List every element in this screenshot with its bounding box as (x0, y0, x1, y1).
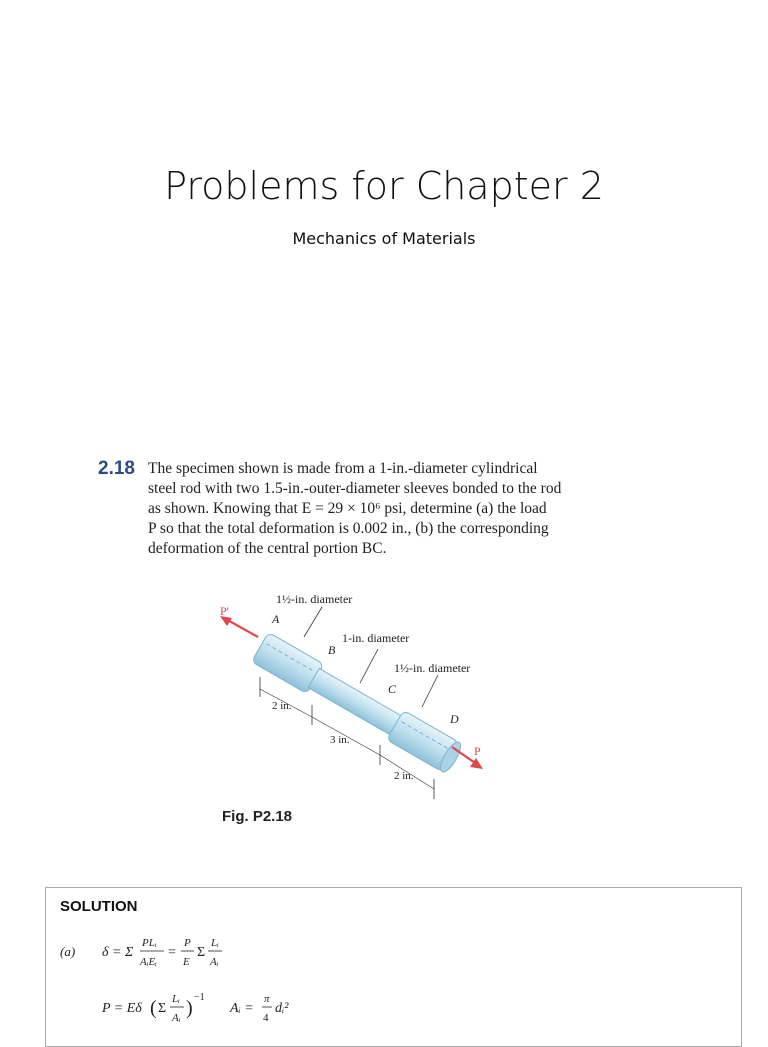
label-sleeve-diameter-1: 1½-in. diameter (276, 592, 353, 606)
svg-text:PLᵢ: PLᵢ (142, 937, 157, 949)
problem-line: The specimen shown is made from a 1-in.-diameter cylindrical (148, 460, 538, 477)
label-length-cd: 2 in. (394, 770, 414, 782)
label-c: C (388, 682, 397, 696)
central-rod (308, 668, 402, 735)
page-title: Problems for Chapter 2 (164, 164, 604, 208)
svg-text:Lᵢ: Lᵢ (211, 937, 219, 949)
svg-text:Aᵢ: Aᵢ (172, 1012, 181, 1024)
specimen-figure (210, 585, 510, 805)
svg-text:P: P (184, 937, 191, 949)
svg-text:−1: −1 (194, 992, 205, 1003)
svg-text:π: π (264, 993, 270, 1005)
svg-text:Aᵢ =: Aᵢ = (230, 1001, 254, 1016)
equation-part-a (60, 932, 360, 972)
equation-part-a-load (102, 988, 402, 1028)
svg-text:Aᵢ: Aᵢ (210, 956, 219, 968)
svg-text:Lᵢ: Lᵢ (172, 993, 180, 1005)
page-subtitle: Mechanics of Materials (292, 229, 476, 248)
label-length-bc: 3 in. (330, 734, 350, 746)
label-rod-diameter: 1-in. diameter (342, 631, 410, 645)
svg-text:): ) (186, 997, 193, 1019)
label-p-prime: P' (220, 604, 229, 618)
label-length-ab: 2 in. (272, 700, 292, 712)
svg-text:4: 4 (263, 1012, 269, 1024)
problem-text (148, 459, 626, 559)
problem-line: steel rod with two 1.5-in.-outer-diameter sleeves bonded to the rod (148, 480, 562, 497)
solution-heading: SOLUTION (60, 898, 138, 915)
label-a: A (272, 612, 280, 626)
svg-text:Σ: Σ (158, 1001, 167, 1016)
svg-text:(: ( (150, 997, 157, 1019)
svg-text:Σ: Σ (197, 945, 206, 960)
svg-text:dᵢ²: dᵢ² (275, 1001, 289, 1016)
svg-text:=: = (168, 945, 176, 960)
label-sleeve-diameter-2: 1½-in. diameter (394, 661, 471, 675)
svg-text:E: E (183, 956, 190, 968)
part-a-label: (a) (60, 944, 76, 959)
svg-text:δ = Σ: δ = Σ (102, 945, 134, 960)
solution-box (45, 887, 742, 1047)
label-d: D (450, 712, 459, 726)
svg-text:AᵢEᵢ: AᵢEᵢ (140, 956, 157, 968)
problem-line: as shown. Knowing that E = 29 × 10⁶ psi, determine (a) the load (148, 500, 547, 517)
label-b: B (328, 643, 336, 657)
figure-caption: Fig. P2.18 (222, 808, 293, 825)
label-p: P (474, 744, 481, 758)
problem-line: P so that the total deformation is 0.002 in., (b) the corresponding (148, 520, 549, 537)
problem-line: deformation of the central portion BC. (148, 540, 387, 557)
svg-text:P = Eδ: P = Eδ (102, 1001, 142, 1016)
problem-number: 2.18 (98, 458, 135, 479)
